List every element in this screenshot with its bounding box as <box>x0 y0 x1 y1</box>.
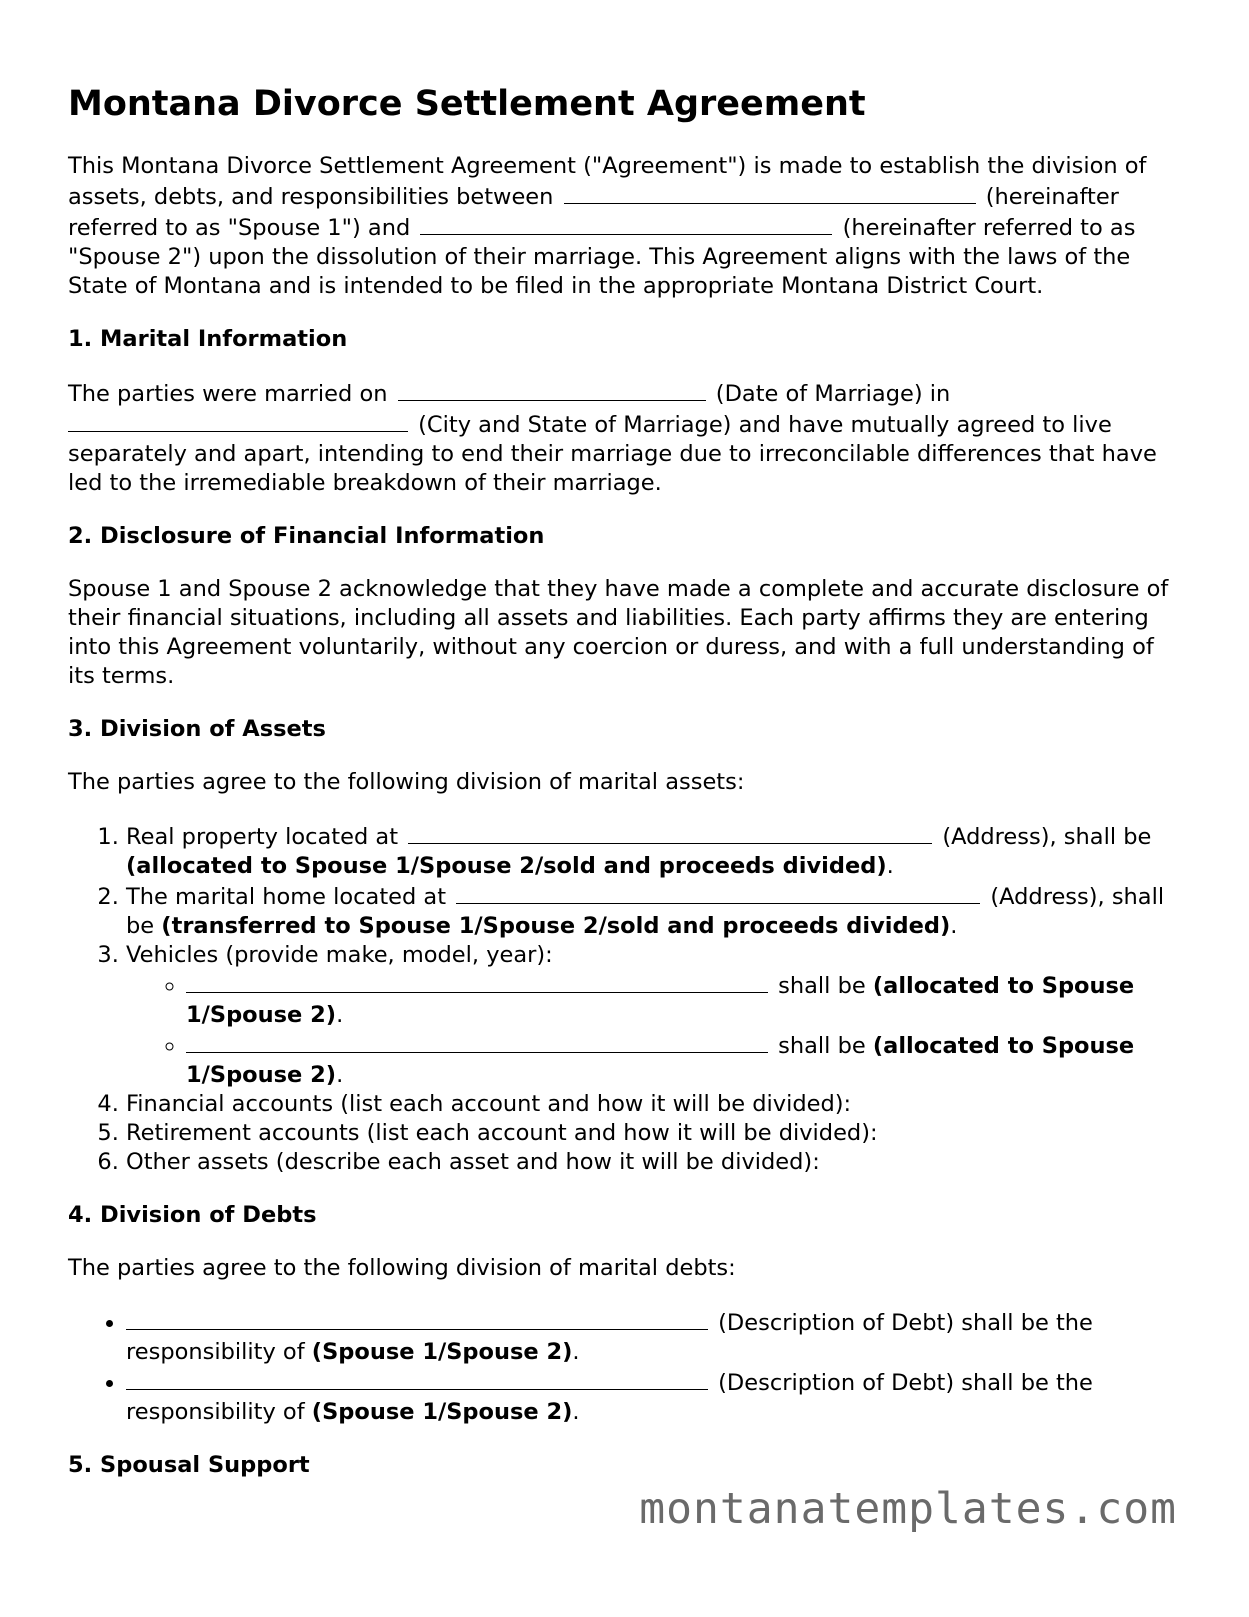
date-of-marriage-blank[interactable] <box>398 378 706 401</box>
section-heading-division-of-debts: 4. Division of Debts <box>68 1202 317 1228</box>
vehicle-2-mid: shall be <box>778 1033 866 1059</box>
asset-1-text: Real property located at <box>126 824 399 850</box>
section-heading-division-of-assets: 3. Division of Assets <box>68 716 326 742</box>
list-item <box>126 1307 1180 1367</box>
list-item <box>186 1030 1180 1090</box>
document-title: Montana Divorce Settlement Agreement <box>68 84 866 124</box>
section-heading-financial-disclosure: 2. Disclosure of Financial Information <box>68 523 545 549</box>
list-item <box>126 941 1180 1090</box>
list-item: 6. Other assets (describe each asset and how it will be divided): <box>126 1148 1180 1177</box>
intro-text-2: (hereinafter referred to as "Spouse 1") and <box>68 184 1119 241</box>
debt-2-blank[interactable] <box>126 1367 708 1390</box>
asset-2-mid: (Address), shall be <box>126 884 1165 939</box>
asset-1-allocation: (allocated to Spouse 1/Spouse 2/sold and proceeds divided) <box>126 853 887 879</box>
period: . <box>572 1399 580 1425</box>
spouse2-name-blank[interactable] <box>420 212 832 235</box>
marital-text-3: (City and State of Marriage) and have mutually agreed to live separately and apart, intending to end their marriage due to irreconcilable differences that have led to the irremediable breakdown of their marriage. <box>68 412 1157 496</box>
list-item: 4. Financial accounts (list each account and how it will be divided): <box>126 1090 1180 1119</box>
vehicle-2-blank[interactable] <box>186 1030 768 1053</box>
period: . <box>572 1339 580 1365</box>
list-item <box>126 881 1180 941</box>
vehicle-2-allocation: (allocated to Spouse 1/Spouse 2) <box>186 1033 1135 1088</box>
debt-2-allocation: (Spouse 1/Spouse 2) <box>311 1399 573 1425</box>
intro-text-3: (hereinafter referred to as "Spouse 2") upon the dissolution of their marriage. This Agreement aligns with the laws of the State of Montana and is intended to be filed in the appropriate Montana District Court. <box>68 215 1136 299</box>
debts-intro: The parties agree to the following division of marital debts: <box>68 1255 736 1281</box>
watermark: montanatemplates.com <box>639 1484 1177 1534</box>
assets-intro: The parties agree to the following division of marital assets: <box>68 769 745 795</box>
marital-text-2: (Date of Marriage) in <box>715 381 951 407</box>
list-item <box>126 1367 1180 1427</box>
asset-2-text: The marital home located at <box>126 884 447 910</box>
debt-1-blank[interactable] <box>126 1307 708 1330</box>
real-property-address-blank[interactable] <box>408 821 932 844</box>
asset-3-text: Vehicles (provide make, model, year): <box>126 942 553 968</box>
list-item <box>126 821 1180 881</box>
marital-information-paragraph <box>68 378 1180 498</box>
vehicles-list <box>126 970 1180 1090</box>
period: . <box>336 1002 344 1028</box>
debt-1-text: (Description of Debt) shall be the responsibility of <box>126 1310 1093 1365</box>
list-item: 5. Retirement accounts (list each account and how it will be divided): <box>126 1119 1180 1148</box>
vehicle-1-blank[interactable] <box>186 970 768 993</box>
asset-2-allocation: (transferred to Spouse 1/Spouse 2/sold and proceeds divided) <box>161 913 951 939</box>
debt-1-allocation: (Spouse 1/Spouse 2) <box>311 1339 573 1365</box>
period: . <box>336 1062 344 1088</box>
debt-2-text: (Description of Debt) shall be the responsibility of <box>126 1370 1093 1425</box>
document-page <box>68 82 1180 1504</box>
section-heading-marital-information: 1. Marital Information <box>68 326 348 352</box>
marital-home-address-blank[interactable] <box>456 881 980 904</box>
financial-disclosure-paragraph: Spouse 1 and Spouse 2 acknowledge that they have made a complete and accurate disclosure of their financial situations, including all assets and liabilities. Each party affirms they are entering into this Agreement voluntarily, without any coercion or duress, and with a full understanding of its terms. <box>68 576 1169 689</box>
period: . <box>886 853 894 879</box>
period: . <box>950 913 958 939</box>
intro-text-1: This Montana Divorce Settlement Agreement ("Agreement") is made to establish the division of assets, debts, and responsibilities between <box>68 153 1147 210</box>
vehicle-1-allocation: (allocated to Spouse 1/Spouse 2) <box>186 973 1135 1028</box>
marital-text-1: The parties were married on <box>68 381 388 407</box>
place-of-marriage-blank[interactable] <box>68 409 408 432</box>
assets-list <box>68 821 1180 1177</box>
section-heading-spousal-support: 5. Spousal Support <box>68 1452 310 1478</box>
vehicle-1-mid: shall be <box>778 973 866 999</box>
asset-1-mid: (Address), shall be <box>942 824 1152 850</box>
intro-paragraph <box>68 152 1180 301</box>
spouse1-name-blank[interactable] <box>564 181 976 204</box>
debts-list <box>68 1307 1180 1427</box>
list-item <box>186 970 1180 1030</box>
